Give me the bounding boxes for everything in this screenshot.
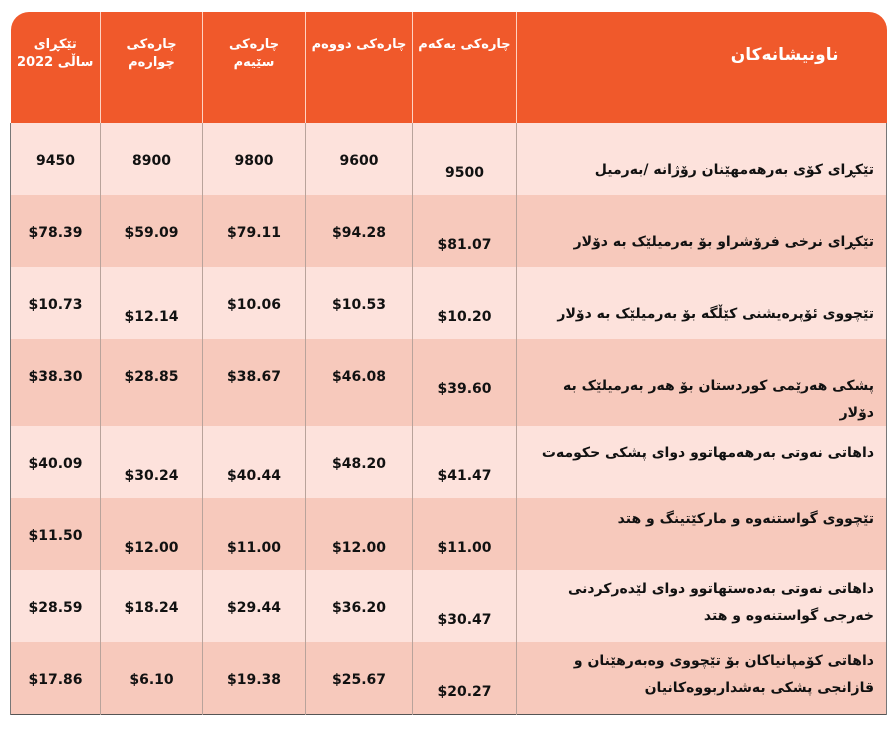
cell-total: $40.09 — [11, 426, 101, 498]
header-total-2022: تێکڕای ساڵی 2022 — [11, 12, 101, 123]
table-row — [11, 339, 887, 426]
cell-q2: $46.08 — [306, 339, 413, 426]
table-row — [11, 123, 887, 195]
cell-q3: $79.11 — [203, 195, 306, 267]
cell-label: داهاتی کۆمپانیاکان بۆ تێچووی وەبەرهێنان و قازانجی پشکی بەشداربووەکانیان — [517, 642, 887, 715]
header-q1: چارەکی یەکەم — [413, 12, 517, 123]
cell-total: $11.50 — [11, 498, 101, 570]
cell-total: $28.59 — [11, 570, 101, 642]
cell-total: 9450 — [11, 123, 101, 195]
header-q4: چارەکی چوارەم — [101, 12, 203, 123]
cell-q1: 9500 — [413, 123, 517, 195]
table-row — [11, 498, 887, 570]
cell-q1: $81.07 — [413, 195, 517, 267]
cell-label: داهاتی نەوتی بەرهەمهاتوو دوای پشکی حکومەت — [517, 426, 887, 498]
cell-q2: $36.20 — [306, 570, 413, 642]
cell-q3: $29.44 — [203, 570, 306, 642]
cell-q2: $10.53 — [306, 267, 413, 339]
cell-total: $10.73 — [11, 267, 101, 339]
cell-q4: $28.85 — [101, 339, 203, 426]
table-row — [11, 267, 887, 339]
cell-label: تێچووی گواستنەوە و مارکێتینگ و هتد — [517, 498, 887, 570]
header-titles: ناونیشانەکان — [517, 12, 887, 123]
table-row — [11, 426, 887, 498]
cell-total: $17.86 — [11, 642, 101, 715]
cell-q4: $59.09 — [101, 195, 203, 267]
cell-q3: 9800 — [203, 123, 306, 195]
table-row — [11, 195, 887, 267]
oil-revenue-table — [10, 12, 887, 715]
cell-label: تێکڕای کۆی بەرهەمهێنان رۆژانە /بەرمیل — [517, 123, 887, 195]
cell-q3: $38.67 — [203, 339, 306, 426]
cell-q1: $10.20 — [413, 267, 517, 339]
cell-q2: $94.28 — [306, 195, 413, 267]
cell-label: تێچووی ئۆپرەیشنی کێڵگە بۆ بەرمیلێک بە دۆلار — [517, 267, 887, 339]
cell-q2: $25.67 — [306, 642, 413, 715]
cell-q2: $48.20 — [306, 426, 413, 498]
cell-q1: $11.00 — [413, 498, 517, 570]
cell-q1: $20.27 — [413, 642, 517, 715]
cell-label: تێکڕای نرخی فرۆشراو بۆ بەرمیلێک بە دۆلار — [517, 195, 887, 267]
cell-q4: $12.14 — [101, 267, 203, 339]
cell-total: $38.30 — [11, 339, 101, 426]
cell-q2: 9600 — [306, 123, 413, 195]
cell-total: $78.39 — [11, 195, 101, 267]
header-q2: چارەکی دووەم — [306, 12, 413, 123]
cell-q1: $41.47 — [413, 426, 517, 498]
table-row — [11, 642, 887, 715]
cell-label: داهاتی نەوتی بەدەستهاتوو دوای لێدەرکردنی خەرجی گواستنەوە و هتد — [517, 570, 887, 642]
cell-q3: $11.00 — [203, 498, 306, 570]
cell-q1: $30.47 — [413, 570, 517, 642]
cell-q3: $40.44 — [203, 426, 306, 498]
cell-q4: $12.00 — [101, 498, 203, 570]
cell-q4: 8900 — [101, 123, 203, 195]
cell-q2: $12.00 — [306, 498, 413, 570]
table-row — [11, 570, 887, 642]
cell-label: پشکی هەرێمی کوردستان بۆ هەر بەرمیلێک بە دۆلار — [517, 339, 887, 426]
cell-q4: $30.24 — [101, 426, 203, 498]
cell-q3: $19.38 — [203, 642, 306, 715]
header-q3: چارەکی سێیەم — [203, 12, 306, 123]
header-row — [11, 12, 887, 123]
cell-q3: $10.06 — [203, 267, 306, 339]
cell-q4: $6.10 — [101, 642, 203, 715]
cell-q1: $39.60 — [413, 339, 517, 426]
cell-q4: $18.24 — [101, 570, 203, 642]
